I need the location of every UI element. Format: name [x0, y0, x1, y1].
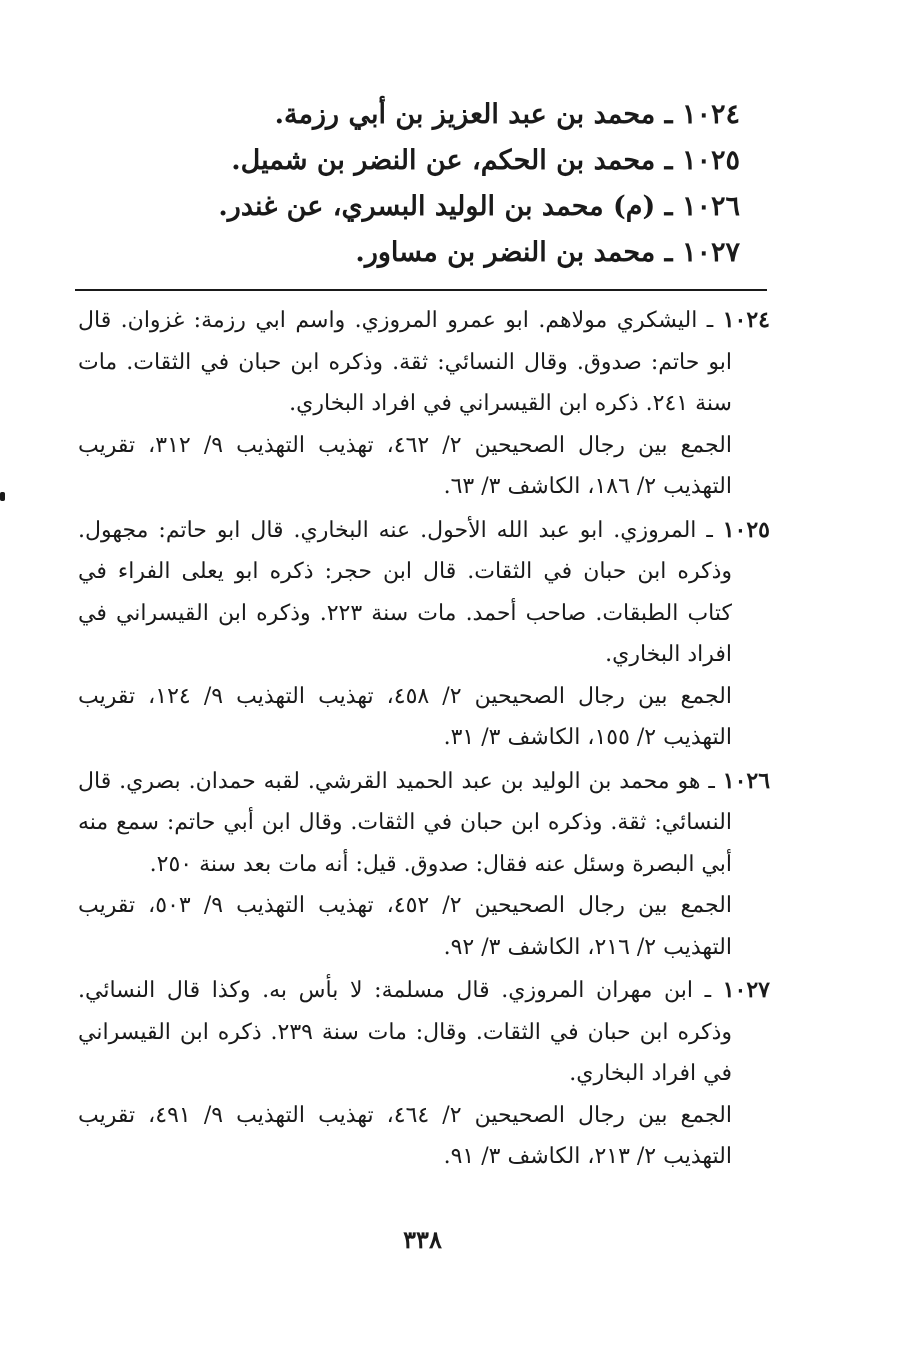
main-entry-1027: ١٠٢٧ ـ محمد بن النضر بن مساور.: [355, 237, 740, 268]
main-entries-list: [140, 92, 740, 276]
footnote-references: الجمع بين رجال الصحيحين ٢/ ٤٦٢، تهذيب التهذيب ٩/ ٣١٢، تقريب التهذيب ٢/ ١٨٦، الكاشف ٣/ ٦٣.: [78, 432, 732, 499]
scan-mark: [0, 492, 5, 501]
footnote-body: ـ ابن مهران المروزي. قال مسلمة: لا بأس به. وكذا قال النسائي. وذكره ابن حبان في الثقات. وقال: مات سنة ٢٣٩. ذكره ابن القيسراني في افراد البخاري.: [78, 978, 733, 1086]
page-number: ٣٣٨: [403, 1225, 442, 1254]
main-entry-1025: ١٠٢٥ ـ محمد بن الحكم، عن النضر بن شميل.: [231, 145, 740, 176]
footnote-number: ١٠٢٤: [722, 307, 770, 333]
footnote-1025: [78, 510, 770, 759]
footnote-references: الجمع بين رجال الصحيحين ٢/ ٤٥٨، تهذيب التهذيب ٩/ ١٢٤، تقريب التهذيب ٢/ ١٥٥، الكاشف ٣/ ٣١.: [78, 683, 732, 750]
footnote-body: ـ اليشكري مولاهم. ابو عمرو المروزي. واسم ابي رزمة: غزوان. قال ابو حاتم: صدوق. وقال النسائي: ثقة. وذكره ابن حبان في الثقات. مات سنة ٢٤١. ذكره ابن القيسراني في افراد البخاري.: [78, 308, 732, 416]
footnote-1026: [78, 761, 770, 969]
footnote-1024: [78, 300, 770, 508]
footnote-references: الجمع بين رجال الصحيحين ٢/ ٤٦٤، تهذيب التهذيب ٩/ ٤٩١، تقريب التهذيب ٢/ ٢١٣، الكاشف ٣/ ٩١.: [78, 1102, 732, 1169]
footnote-number: ١٠٢٥: [722, 516, 770, 543]
footnote-divider: [75, 289, 767, 291]
footnote-text: [78, 300, 770, 425]
footnote-text: [78, 510, 770, 676]
footnote-body: ـ هو محمد بن الوليد بن عبد الحميد القرشي. لقبه حمدان. بصري. قال النسائي: ثقة. وذكره ابن حبان في الثقات. وقال ابن أبي حاتم: سمع منه أبي البصرة وسئل عنه فقال: صدوق. قيل: أنه مات بعد سنة ٢٥٠.: [78, 768, 732, 877]
footnote-1027: [78, 970, 770, 1178]
footnote-number: ١٠٢٦: [722, 767, 771, 794]
footnote-references: الجمع بين رجال الصحيحين ٢/ ٤٥٢، تهذيب التهذيب ٩/ ٥٠٣، تقريب التهذيب ٢/ ٢١٦، الكاشف ٣/ ٩٢.: [78, 893, 732, 960]
main-entry-1026: ١٠٢٦ ـ (م) محمد بن الوليد البسري، عن غندر.: [218, 191, 740, 222]
footnote-number: ١٠٢٧: [722, 977, 770, 1003]
footnote-text: [78, 761, 770, 886]
main-entry-1024: ١٠٢٤ ـ محمد بن عبد العزيز بن أبي رزمة.: [274, 99, 740, 130]
footnotes: [78, 300, 770, 1178]
footnote-body: ـ المروزي. ابو عبد الله الأحول. عنه البخاري. قال ابو حاتم: مجهول. وذكره ابن حبان في الثقات. قال ابن حجر: ذكره ابو يعلى الفراء في كتاب الطبقات. صاحب أحمد. مات سنة ٢٢٣. وذكره ابن القيسراني في افراد البخاري.: [78, 517, 732, 667]
footnote-text: [78, 970, 770, 1095]
